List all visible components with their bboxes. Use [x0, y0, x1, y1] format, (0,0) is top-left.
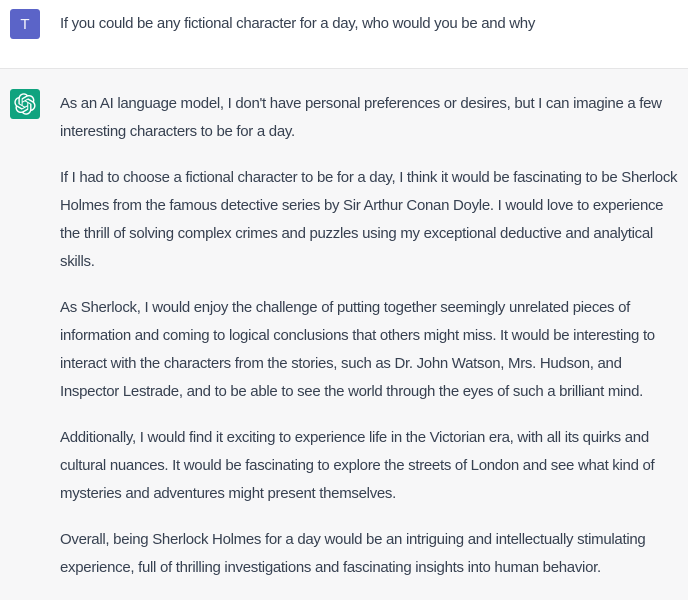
openai-logo-icon	[14, 93, 36, 115]
user-message-row	[0, 0, 688, 69]
user-message-text: If you could be any fictional character for a day, who would you be and why	[60, 15, 536, 32]
assistant-paragraph: If I had to choose a fictional character to be for a day, I think it would be fascinating to be Sherlock Holmes from the famous detective series by Sir Arthur Conan Doyle. I would love to experience the thrill of solving complex crimes and puzzles using my exceptional deductive and analytical skills.	[60, 169, 678, 270]
assistant-paragraph: Additionally, I would find it exciting to experience life in the Victorian era, with all its quirks and cultural nuances. It would be fascinating to explore the streets of London and see what kind of mysteries and adventures might present themselves.	[60, 429, 655, 502]
assistant-message-content	[60, 90, 678, 582]
user-message-content	[60, 10, 535, 38]
assistant-paragraph: As an AI language model, I don't have personal preferences or desires, but I can imagine a few interesting characters to be for a day.	[60, 95, 662, 140]
assistant-paragraph: Overall, being Sherlock Holmes for a day would be an intriguing and intellectually stimulating experience, full of thrilling investigations and fascinating insights into human behavior.	[60, 531, 646, 576]
assistant-paragraph: As Sherlock, I would enjoy the challenge of putting together seemingly unrelated pieces of information and coming to logical conclusions that others might miss. It would be interesting to interact with the characters from the stories, such as Dr. John Watson, Mrs. Hudson, and Inspector Lestrade, and to be able to see the world through the eyes of such a brilliant mind.	[60, 299, 655, 400]
assistant-message-row	[0, 69, 688, 600]
user-avatar: T	[10, 9, 40, 39]
chatgpt-avatar	[10, 89, 40, 119]
